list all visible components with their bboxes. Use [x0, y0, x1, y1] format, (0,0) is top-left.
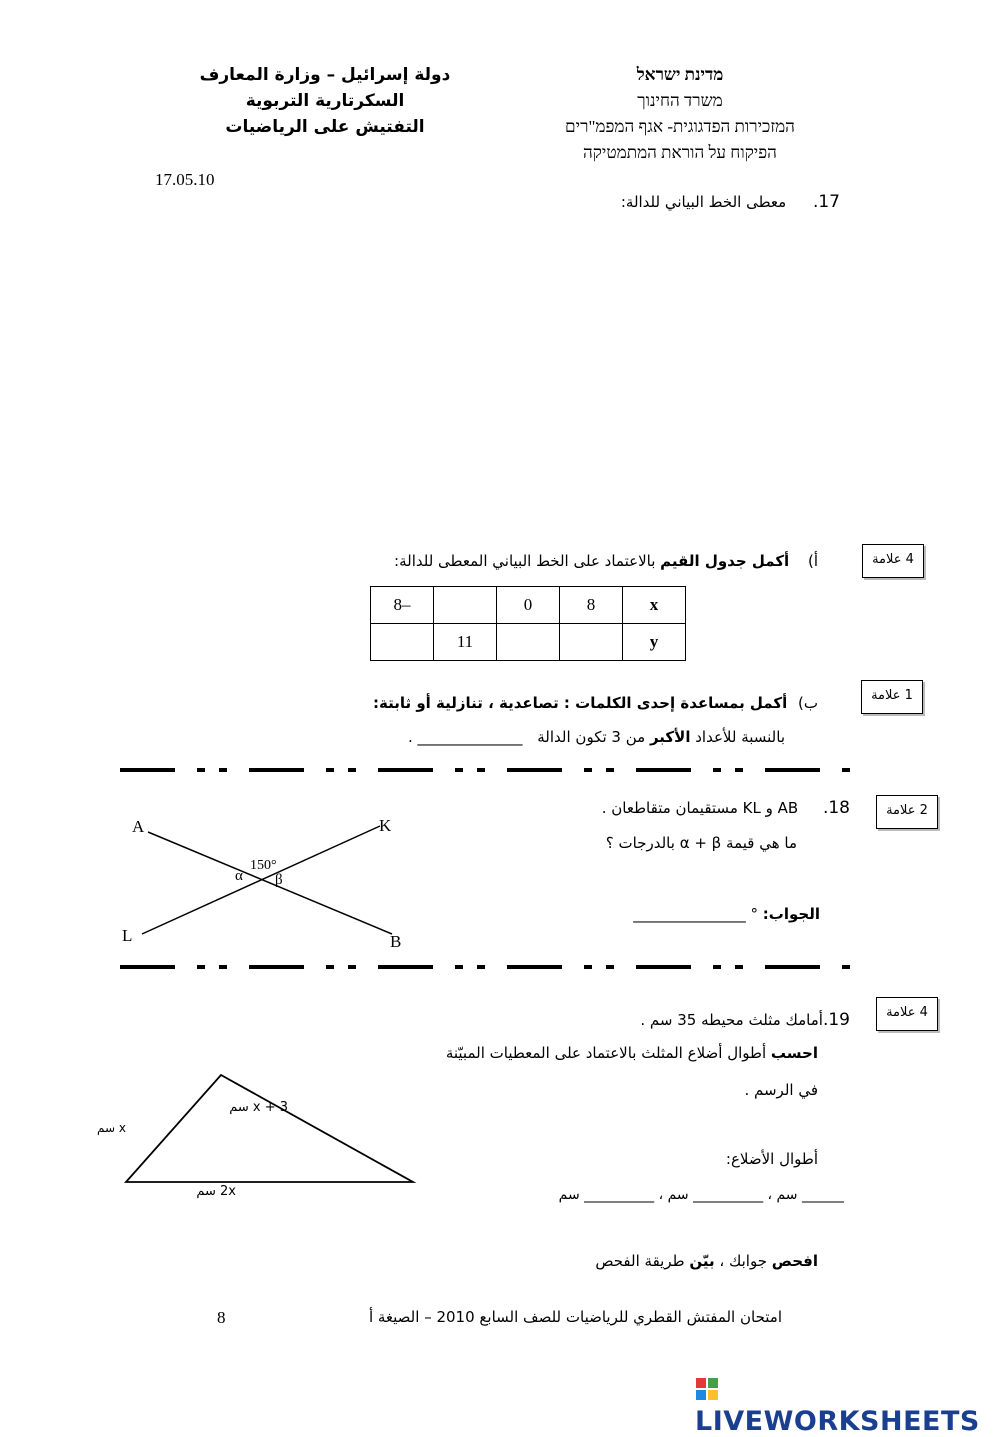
table-cell-x[interactable]	[434, 587, 497, 624]
table-cell-x: –8	[371, 587, 434, 624]
footer-text: امتحان المفتش القطري للرياضيات للصف السابع 2010 – الصيغة أ	[368, 1308, 782, 1326]
q17b-answer-blank[interactable]: ______________ .	[407, 728, 523, 746]
table-cell-y[interactable]	[497, 624, 560, 661]
q19-line2	[358, 1044, 818, 1062]
table-cell-x: 8	[560, 587, 623, 624]
label-k: K	[379, 816, 392, 835]
table-cell-y[interactable]	[560, 624, 623, 661]
q18-number: 18.	[822, 798, 850, 818]
q19-check	[418, 1252, 818, 1270]
q19-check-bold2: بيّن	[689, 1252, 715, 1270]
page-number: 8	[217, 1308, 226, 1327]
q19-line1	[430, 1010, 850, 1030]
q17a-instruction	[358, 552, 818, 570]
separator-dashed-2	[120, 965, 850, 969]
q19-number: 19.	[822, 1010, 850, 1030]
q19-line2-rest: أطوال أضلاع المثلث بالاعتماد على المعطيات المبيّنة	[445, 1044, 771, 1062]
q19-line1-text: أمامك مثلث محيطه 35 سم .	[640, 1011, 823, 1029]
triangle-label-right: x + 3 سم	[229, 1100, 288, 1115]
q18-answer-label: الجواب:	[762, 905, 820, 923]
q19-check-rest: طريقة الفحص	[595, 1252, 690, 1270]
table-cell-x: 0	[497, 587, 560, 624]
q17a-rest-text: بالاعتماد على الخط البياني المعطى للدالة:	[394, 552, 661, 570]
triangle-label-bottom: 2x سم	[196, 1184, 236, 1199]
q17b-sentence-end: من 3 تكون الدالة	[537, 728, 650, 746]
q18-figure-intersecting-lines	[110, 810, 420, 960]
line-ab	[148, 832, 392, 934]
q17-number: 17.	[812, 192, 840, 212]
header-ar-line3: التفتيش على الرياضيات	[225, 117, 425, 137]
q17-heading	[440, 192, 840, 212]
separator-dashed-1	[120, 768, 850, 772]
header-he-line4: הפיקוח על הוראת המתמטיקה	[583, 143, 777, 162]
table-row-x	[371, 587, 686, 624]
line-kl	[142, 826, 380, 934]
q18-marks-box: 2 علامة	[876, 795, 938, 829]
header-hebrew	[510, 62, 850, 166]
exam-date: 17.05.10	[155, 170, 215, 189]
label-a: A	[132, 817, 145, 836]
label-l: L	[122, 926, 133, 945]
header-he-line2: משרד החינוך	[637, 91, 723, 110]
q18-answer-blank[interactable]: ° _______________	[633, 905, 759, 923]
table-cell-x-label: x	[623, 587, 686, 624]
table-cell-y[interactable]	[371, 624, 434, 661]
header-ar-line2: السكرتارية التربوية	[245, 91, 405, 111]
header-arabic	[170, 62, 480, 140]
q17-prompt: معطى الخط البياني للدالة:	[620, 193, 787, 211]
q17a-values-table	[370, 586, 686, 661]
q17a-letter: أ)	[807, 552, 818, 570]
q17b-bold-text: أكمل بمساعدة إحدى الكلمات : تصاعدية ، تنازلية أو ثابتة:	[372, 694, 788, 712]
header-he-line1: מדינת ישראל	[636, 65, 724, 84]
liveworksheets-logo	[695, 1376, 1000, 1437]
q19-triangle-figure	[97, 1065, 430, 1205]
header-ar-line1: دولة إسرائيل – وزارة المعارف	[199, 65, 451, 85]
q19-line2-bold: احسب	[770, 1044, 818, 1062]
q19-check-mid: جوابك ،	[714, 1252, 772, 1270]
label-angle-150: 150°	[250, 858, 277, 873]
table-cell-y-label: y	[623, 624, 686, 661]
q17a-marks-box: 4 علامة	[862, 544, 924, 578]
q17b-sentence	[305, 728, 785, 746]
q18-line1-text: AB و KL مستقيمان متقاطعان .	[601, 799, 799, 817]
liveworksheets-logo-icon	[695, 1376, 721, 1406]
q17b-instruction	[348, 694, 818, 712]
q17b-sentence-bold: الأكبر	[649, 728, 691, 746]
q19-sides-label: أطوال الأضلاع:	[725, 1150, 818, 1168]
q19-check-bold1: افحص	[771, 1252, 818, 1270]
table-cell-y: 11	[434, 624, 497, 661]
q19-line3: في الرسم .	[744, 1081, 818, 1099]
q18-line1	[430, 798, 850, 818]
triangle-shape	[126, 1075, 413, 1182]
liveworksheets-wordmark: LIVEWORKSHEETS	[695, 1406, 980, 1437]
label-b: B	[390, 932, 402, 951]
q17b-letter: ب)	[798, 694, 818, 712]
q18-line2: ما هي قيمة α + β بالدرجات ؟	[605, 834, 797, 852]
label-alpha: α	[235, 868, 243, 884]
label-beta: β	[275, 872, 283, 888]
q18-answer	[400, 905, 820, 923]
table-row-y	[371, 624, 686, 661]
q17b-sentence-start: بالنسبة للأعداد	[690, 728, 785, 746]
q19-sides-blanks[interactable]: ______ سم ، __________ سم ، __________ سم	[558, 1187, 844, 1203]
q17b-marks-box: 1 علامة	[861, 680, 923, 714]
triangle-label-left: x سم	[97, 1121, 126, 1135]
header-he-line3: המזכירות הפדגוגית- אגף המפמ"רים	[565, 117, 795, 136]
q19-marks-box: 4 علامة	[876, 997, 938, 1031]
q17a-bold-text: أكمل جدول القيم	[660, 552, 790, 570]
